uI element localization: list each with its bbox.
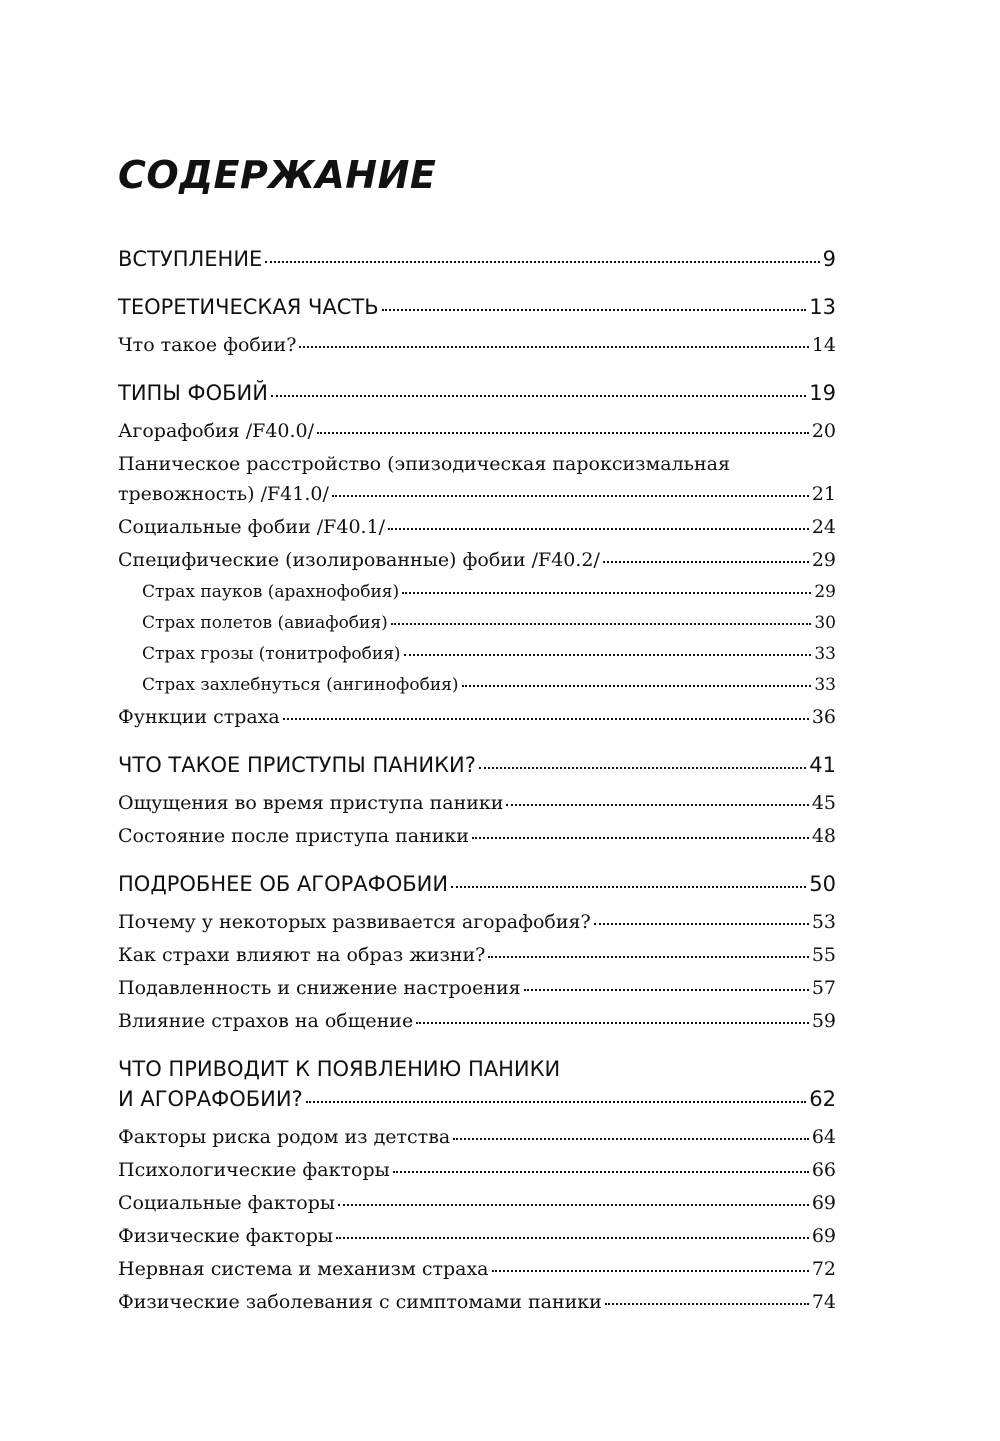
toc-entry-level-2[interactable] [118,1287,836,1317]
dot-leader [283,718,809,720]
toc-entry-row [142,640,836,668]
dot-leader [299,346,808,348]
dot-leader [317,432,809,434]
toc-entry-row [118,545,836,575]
dot-leader [506,804,808,806]
toc-entry-page-number: 9 [822,247,836,271]
dot-leader [404,654,812,656]
toc-entry-level-2[interactable] [118,1188,836,1218]
toc-entry-label: Специфические (изолированные) фобии /F40.2/ [118,549,600,571]
toc-entry-level-1[interactable] [118,1054,836,1114]
toc-entry-level-3[interactable] [118,609,836,637]
toc-entry-label: Страх захлебнуться (ангинофобия) [142,675,459,695]
toc-entry-row [118,869,836,899]
table-of-contents [118,244,836,1317]
toc-entry-level-2[interactable] [118,1221,836,1251]
toc-entry-page-number: 19 [809,381,836,405]
toc-entry-row [142,609,836,637]
toc-entry-label: ТЕОРЕТИЧЕСКАЯ ЧАСТЬ [118,295,379,319]
toc-entry-row [118,907,836,937]
toc-page [118,150,836,1317]
toc-entry-level-2[interactable] [118,1122,836,1152]
dot-leader [265,261,819,263]
dot-leader [488,956,808,958]
toc-entry-label: Состояние после приступа паники [118,825,469,847]
toc-entry-level-2[interactable] [118,512,836,542]
toc-entry-row [118,1155,836,1185]
dot-leader [306,1101,807,1103]
toc-entry-page-number: 14 [811,334,836,356]
toc-entry-label: ПОДРОБНЕЕ ОБ АГОРАФОБИИ [118,872,449,896]
toc-entry-row [118,512,836,542]
toc-entry-label: Страх пауков (арахнофобия) [142,582,400,602]
dot-leader [603,561,809,563]
toc-entry-row [118,416,836,446]
toc-entry-page-number: 57 [811,977,836,999]
toc-entry-label: Нервная система и механизм страха [118,1258,489,1280]
toc-entry-label: Страх грозы (тонитрофобия) [142,644,401,664]
toc-entry-row [118,1287,836,1317]
toc-entry-page-number: 48 [811,825,836,847]
toc-entry-label: Почему у некоторых развивается агорафобия? [118,911,591,933]
toc-entry-row [118,1122,836,1152]
toc-entry-level-2[interactable] [118,1254,836,1284]
dot-leader [332,495,809,497]
toc-entry-label: Функции страха [118,706,280,728]
toc-entry-page-number: 33 [814,644,836,664]
toc-entry-page-number: 62 [809,1087,836,1111]
toc-entry-level-3[interactable] [118,640,836,668]
dot-leader [391,623,812,625]
dot-leader [393,1171,809,1173]
toc-entry-label: Страх полетов (авиафобия) [142,613,388,633]
toc-entry-level-1[interactable] [118,244,836,274]
toc-entry-page-number: 36 [811,706,836,728]
toc-entry-level-3[interactable] [118,671,836,699]
toc-entry-page-number: 21 [811,483,836,505]
dot-leader [479,767,806,769]
toc-entry-row [118,702,836,732]
toc-entry-level-1[interactable] [118,869,836,899]
toc-entry-label-line1: Паническое расстройство (эпизодическая пароксизмальная [118,453,730,475]
toc-entry-label: Агорафобия /F40.0/ [118,420,315,442]
toc-entry-label: ТИПЫ ФОБИЙ [118,381,268,405]
dot-leader [382,309,807,311]
dot-leader [271,395,806,397]
toc-entry-label: тревожность) /F41.0/ [118,483,329,505]
toc-entry-label: Социальные факторы [118,1192,335,1214]
dot-leader [336,1237,809,1239]
toc-entry-level-2[interactable] [118,545,836,575]
toc-entry-page-number: 41 [809,753,836,777]
toc-entry-label: Ощущения во время приступа паники [118,792,504,814]
toc-entry-page-number: 50 [809,872,836,896]
toc-entry-page-number: 64 [811,1126,836,1148]
toc-entry-page-number: 53 [811,911,836,933]
toc-entry-label: Физические факторы [118,1225,334,1247]
toc-entry-row [142,671,836,699]
dot-leader [451,886,806,888]
toc-entry-label: Физические заболевания с симптомами паники [118,1291,602,1313]
toc-entry-level-2[interactable] [118,973,836,1003]
toc-entry-label: ЧТО ТАКОЕ ПРИСТУПЫ ПАНИКИ? [118,753,476,777]
toc-entry-level-2[interactable] [118,940,836,970]
dot-leader [605,1303,809,1305]
dot-leader [338,1204,809,1206]
toc-entry-row [118,788,836,818]
toc-entry-page-number: 29 [814,582,836,602]
toc-entry-page-number: 24 [811,516,836,538]
toc-entry-level-1[interactable] [118,750,836,780]
dot-leader [524,989,809,991]
toc-entry-row [118,479,836,509]
toc-entry-page-number: 13 [809,295,836,319]
toc-entry-label: Как страхи влияют на образ жизни? [118,944,486,966]
toc-entry-level-2[interactable] [118,821,836,851]
toc-entry-row [118,940,836,970]
toc-entry-label: И АГОРАФОБИИ? [118,1087,303,1111]
toc-entry-row [118,1254,836,1284]
toc-entry-level-2[interactable] [118,416,836,446]
toc-entry-row [118,821,836,851]
toc-entry-page-number: 20 [811,420,836,442]
toc-entry-row [118,330,836,360]
toc-entry-level-2[interactable] [118,907,836,937]
toc-entry-page-number: 29 [811,549,836,571]
toc-entry-row [118,750,836,780]
dot-leader [594,923,809,925]
dot-leader [402,592,811,594]
toc-entry-page-number: 66 [811,1159,836,1181]
toc-entry-row [118,1084,836,1114]
dot-leader [462,685,812,687]
toc-entry-label: Факторы риска родом из детства [118,1126,451,1148]
toc-entry-row [118,1188,836,1218]
toc-entry-level-2[interactable] [118,330,836,360]
toc-entry-page-number: 45 [811,792,836,814]
dot-leader [492,1270,809,1272]
dot-leader [416,1022,809,1024]
dot-leader [472,837,809,839]
toc-entry-label: Подавленность и снижение настроения [118,977,521,999]
toc-entry-label: Влияние страхов на общение [118,1010,414,1032]
toc-entry-page-number: 69 [811,1225,836,1247]
toc-entry-page-number: 59 [811,1010,836,1032]
toc-entry-row [118,378,836,408]
toc-entry-label: Что такое фобии? [118,334,297,356]
toc-entry-row [118,973,836,1003]
toc-entry-row [118,1006,836,1036]
toc-entry-page-number: 33 [814,675,836,695]
toc-entry-level-2[interactable] [118,1155,836,1185]
toc-entry-label: Психологические факторы [118,1159,390,1181]
toc-entry-page-number: 72 [811,1258,836,1280]
toc-entry-label-line1: ЧТО ПРИВОДИТ К ПОЯВЛЕНИЮ ПАНИКИ [118,1057,561,1081]
toc-entry-level-2[interactable] [118,702,836,732]
toc-entry-label: Социальные фобии /F40.1/ [118,516,386,538]
toc-entry-row [118,1221,836,1251]
toc-entry-row [118,244,836,274]
toc-entry-page-number: 69 [811,1192,836,1214]
toc-entry-level-1[interactable] [118,378,836,408]
dot-leader [388,528,809,530]
toc-entry-row [118,292,836,322]
toc-entry-level-3[interactable] [118,578,836,606]
toc-entry-level-2[interactable] [118,788,836,818]
toc-entry-level-2[interactable] [118,1006,836,1036]
toc-entry-level-1[interactable] [118,292,836,322]
toc-entry-level-2[interactable] [118,449,836,509]
toc-entry-row [142,578,836,606]
page-title: СОДЕРЖАНИЕ [118,153,437,197]
toc-entry-page-number: 74 [811,1291,836,1313]
toc-entry-page-number: 30 [814,613,836,633]
toc-entry-label: ВСТУПЛЕНИЕ [118,247,263,271]
dot-leader [453,1138,809,1140]
toc-entry-page-number: 55 [811,944,836,966]
